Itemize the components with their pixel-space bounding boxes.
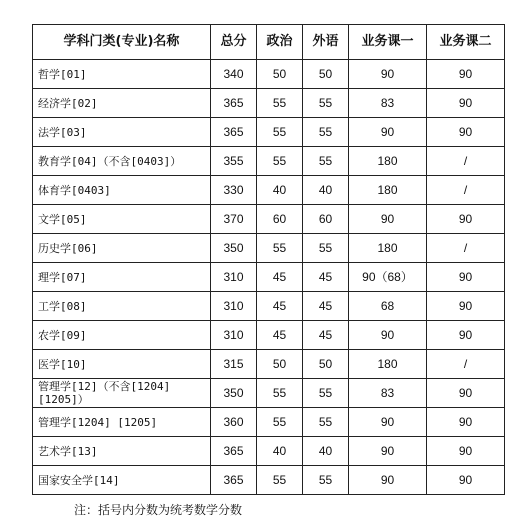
politics-score: 60 (257, 205, 303, 234)
course-two-score: 90 (427, 408, 505, 437)
politics-score: 55 (257, 118, 303, 147)
discipline-name: 艺术学[13] (33, 437, 211, 466)
table-row (33, 60, 505, 89)
score-table (32, 24, 505, 495)
table-row (33, 147, 505, 176)
foreign-score: 55 (303, 147, 349, 176)
politics-score: 50 (257, 60, 303, 89)
table-row (33, 437, 505, 466)
table-row (33, 263, 505, 292)
discipline-name: 文学[05] (33, 205, 211, 234)
total-score: 370 (211, 205, 257, 234)
foreign-score: 55 (303, 466, 349, 495)
header-total: 总分 (211, 25, 257, 60)
course-two-score: 90 (427, 466, 505, 495)
course-one-score: 90 (349, 118, 427, 147)
total-score: 330 (211, 176, 257, 205)
course-one-score: 180 (349, 176, 427, 205)
table-row (33, 89, 505, 118)
discipline-name: 管理学[1204] [1205] (33, 408, 211, 437)
total-score: 365 (211, 437, 257, 466)
course-one-score: 90 (349, 437, 427, 466)
course-one-score: 90 (349, 60, 427, 89)
course-two-score: 90 (427, 89, 505, 118)
course-one-score: 90 (349, 321, 427, 350)
politics-score: 55 (257, 408, 303, 437)
course-two-score: 90 (427, 118, 505, 147)
course-one-score: 90 (349, 205, 427, 234)
table-row (33, 234, 505, 263)
table-body (33, 60, 505, 495)
table-header-row (33, 25, 505, 60)
discipline-name: 医学[10] (33, 350, 211, 379)
table-row (33, 466, 505, 495)
discipline-name: 管理学[12]（不含[1204][1205]） (33, 379, 211, 408)
course-one-score: 90 (349, 466, 427, 495)
table-row (33, 408, 505, 437)
header-foreign-language: 外语 (303, 25, 349, 60)
total-score: 350 (211, 234, 257, 263)
table-row (33, 321, 505, 350)
course-one-score: 68 (349, 292, 427, 321)
table-row (33, 176, 505, 205)
course-one-score: 83 (349, 89, 427, 118)
politics-score: 55 (257, 379, 303, 408)
header-course-one: 业务课一 (349, 25, 427, 60)
politics-score: 55 (257, 234, 303, 263)
total-score: 315 (211, 350, 257, 379)
header-course-two: 业务课二 (427, 25, 505, 60)
total-score: 365 (211, 89, 257, 118)
discipline-name: 农学[09] (33, 321, 211, 350)
foreign-score: 45 (303, 263, 349, 292)
total-score: 350 (211, 379, 257, 408)
politics-score: 55 (257, 466, 303, 495)
course-two-score: 90 (427, 263, 505, 292)
total-score: 355 (211, 147, 257, 176)
table-row (33, 292, 505, 321)
course-two-score: / (427, 350, 505, 379)
foreign-score: 40 (303, 176, 349, 205)
total-score: 310 (211, 292, 257, 321)
foreign-score: 45 (303, 321, 349, 350)
politics-score: 55 (257, 147, 303, 176)
table-row (33, 118, 505, 147)
politics-score: 55 (257, 89, 303, 118)
total-score: 340 (211, 60, 257, 89)
foreign-score: 40 (303, 437, 349, 466)
course-two-score: 90 (427, 321, 505, 350)
course-one-score: 180 (349, 350, 427, 379)
course-two-score: 90 (427, 292, 505, 321)
foreign-score: 50 (303, 350, 349, 379)
total-score: 365 (211, 466, 257, 495)
discipline-name: 哲学[01] (33, 60, 211, 89)
course-one-score: 83 (349, 379, 427, 408)
foreign-score: 55 (303, 234, 349, 263)
foreign-score: 55 (303, 89, 349, 118)
table-row (33, 379, 505, 408)
table-row (33, 205, 505, 234)
discipline-name: 国家安全学[14] (33, 466, 211, 495)
course-two-score: 90 (427, 205, 505, 234)
score-table-container (32, 24, 504, 495)
course-two-score: / (427, 234, 505, 263)
discipline-name: 经济学[02] (33, 89, 211, 118)
table-row (33, 350, 505, 379)
discipline-name: 理学[07] (33, 263, 211, 292)
foreign-score: 55 (303, 408, 349, 437)
course-one-score: 180 (349, 147, 427, 176)
total-score: 310 (211, 321, 257, 350)
politics-score: 40 (257, 437, 303, 466)
course-two-score: / (427, 176, 505, 205)
course-two-score: / (427, 147, 505, 176)
course-one-score: 90 (349, 408, 427, 437)
foreign-score: 45 (303, 292, 349, 321)
course-one-score: 90（68） (349, 263, 427, 292)
course-two-score: 90 (427, 437, 505, 466)
politics-score: 50 (257, 350, 303, 379)
foreign-score: 55 (303, 118, 349, 147)
discipline-name: 历史学[06] (33, 234, 211, 263)
discipline-name: 教育学[04]（不含[0403]） (33, 147, 211, 176)
footnote: 注：括号内分数为统考数学分数 (74, 503, 243, 517)
header-politics: 政治 (257, 25, 303, 60)
course-two-score: 90 (427, 60, 505, 89)
politics-score: 45 (257, 292, 303, 321)
discipline-name: 工学[08] (33, 292, 211, 321)
politics-score: 40 (257, 176, 303, 205)
discipline-name: 体育学[0403] (33, 176, 211, 205)
politics-score: 45 (257, 263, 303, 292)
foreign-score: 60 (303, 205, 349, 234)
politics-score: 45 (257, 321, 303, 350)
course-one-score: 180 (349, 234, 427, 263)
discipline-name: 法学[03] (33, 118, 211, 147)
total-score: 365 (211, 118, 257, 147)
foreign-score: 55 (303, 379, 349, 408)
total-score: 310 (211, 263, 257, 292)
header-discipline: 学科门类(专业)名称 (33, 25, 211, 60)
foreign-score: 50 (303, 60, 349, 89)
course-two-score: 90 (427, 379, 505, 408)
total-score: 360 (211, 408, 257, 437)
